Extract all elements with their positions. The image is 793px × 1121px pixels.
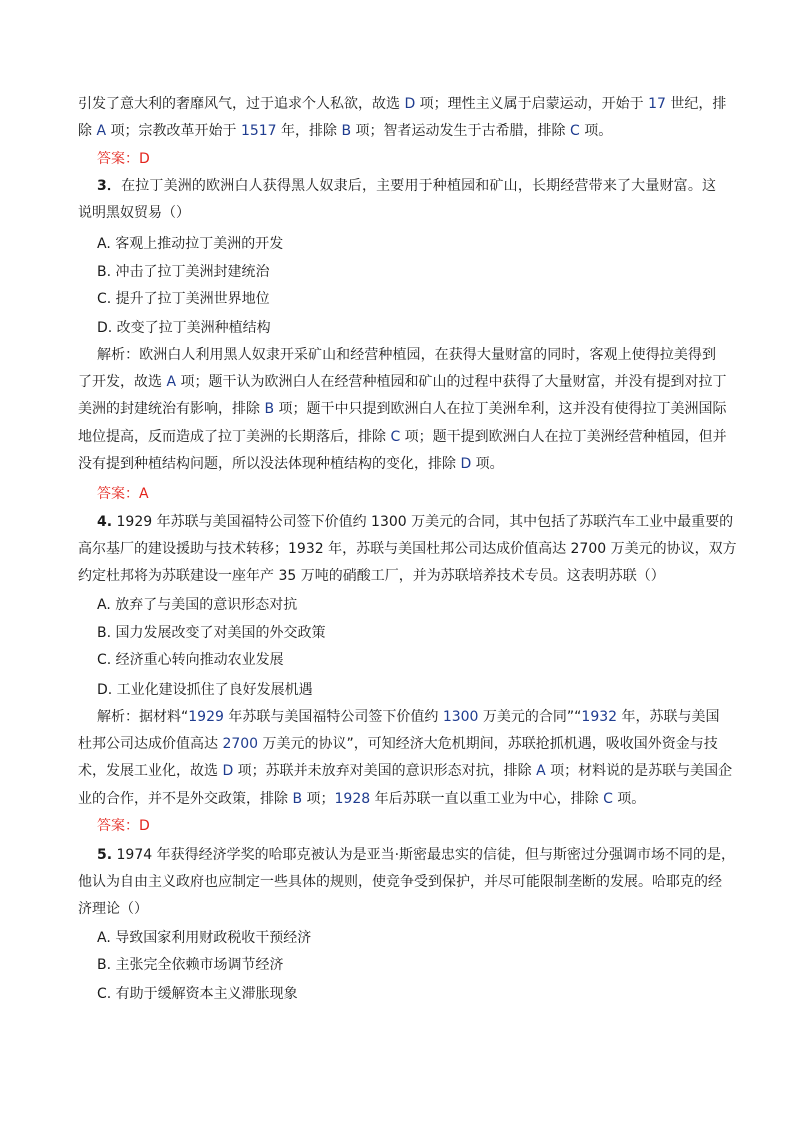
highlighted-term: C	[603, 791, 613, 807]
analysis-line: 解析：欧洲白人利用黑人奴隶开采矿山和经营种植园，在获得大量财富的同时，客观上使得拉美得到	[97, 347, 716, 363]
highlighted-term: D	[404, 96, 416, 112]
highlighted-term: A	[166, 374, 177, 390]
highlighted-term: D	[222, 763, 234, 779]
highlighted-term: A	[536, 763, 546, 779]
question-stem: 3．在拉丁美洲的欧洲白人获得黑人奴隶后，主要用于种植园和矿山，长期经营带来了大量财富。这	[97, 178, 717, 194]
analysis-line: 术，发展工业化，故选 D 项；苏联并未放弃对美国的意识形态对抗，排除 A 项；材料说的是苏联与美国企	[78, 763, 733, 779]
option-a: A. 客观上推动拉丁美洲的开发	[97, 236, 284, 252]
highlighted-term: C	[390, 429, 401, 445]
analysis-line: 美洲的封建统治有影响，排除 B 项；题干中只提到欧洲白人在拉丁美洲牟利，这并没有使得拉丁美洲国际	[78, 401, 727, 417]
analysis-line: 了开发，故选 A 项；题干认为欧洲白人在经营种植园和矿山的过程中获得了大量财富，并没有提到对拉丁	[78, 374, 727, 390]
question-stem: 高尔基厂的建设援助与技术转移；1932 年，苏联与美国杜邦公司达成价值高达 2700 万美元的协议，双方	[78, 541, 737, 557]
analysis-line: 业的合作，并不是外交政策，排除 B 项；1928 年后苏联一直以重工业为中心，排除 C 项。	[78, 791, 646, 807]
answer-line: 答案：A	[97, 486, 149, 502]
option-c: C. 有助于缓解资本主义滞胀现象	[97, 986, 298, 1002]
option-d: D. 改变了拉丁美洲种植结构	[97, 320, 271, 336]
highlighted-term: 2700	[222, 736, 259, 752]
question-stem: 济理论（）	[78, 901, 148, 917]
highlighted-term: B	[341, 123, 352, 139]
highlighted-term: C	[570, 123, 580, 139]
highlighted-term: 1929	[188, 709, 224, 725]
question-stem: 4. 1929 年苏联与美国福特公司签下价值约 1300 万美元的合同，其中包括了苏联汽车工业中最重要的	[97, 514, 734, 530]
option-c: C. 提升了拉丁美洲世界地位	[97, 291, 270, 307]
question-number: 3．	[97, 178, 122, 194]
option-a: A. 放弃了与美国的意识形态对抗	[97, 597, 298, 613]
highlighted-term: 1300	[442, 709, 479, 725]
highlighted-term: D	[460, 456, 472, 472]
question-number: 4.	[97, 514, 113, 530]
option-a: A. 导致国家利用财政税收干预经济	[97, 930, 312, 946]
highlighted-term: A	[96, 123, 107, 139]
answer-line: 答案：D	[97, 151, 150, 167]
question-number: 5.	[97, 847, 113, 863]
question-stem: 约定杜邦将为苏联建设一座年产 35 万吨的硝酸工厂，并为苏联培养技术专员。这表明苏联（）	[78, 568, 665, 584]
question-stem: 说明黑奴贸易（）	[78, 205, 190, 221]
highlighted-term: B	[264, 401, 275, 417]
highlighted-term: 1932	[581, 709, 618, 725]
question-stem: 他认为自由主义政府也应制定一些具体的规则，使竞争受到保护，并尽可能限制垄断的发展。哈耶克的经	[78, 874, 722, 890]
highlighted-term: B	[292, 791, 303, 807]
option-d: D. 工业化建设抓住了良好发展机遇	[97, 682, 313, 698]
highlighted-term: 1517	[240, 123, 277, 139]
option-b: B. 冲击了拉丁美洲封建统治	[97, 264, 270, 280]
answer-line: 答案：D	[97, 818, 150, 834]
option-c: C. 经济重心转向推动农业发展	[97, 652, 284, 668]
analysis-line: 地位提高，反而造成了拉丁美洲的长期落后，排除 C 项；题干提到欧洲白人在拉丁美洲经营种植园，但并	[78, 429, 727, 445]
highlighted-term: 17	[648, 96, 666, 112]
analysis-line: 除 A 项；宗教改革开始于 1517 年，排除 B 项；智者运动发生于古希腊，排除 C 项。	[78, 123, 613, 139]
analysis-line: 杜邦公司达成价值高达 2700 万美元的协议”，可知经济大危机期间，苏联抢抓机遇，吸收国外资金与技	[78, 736, 718, 752]
highlighted-term: 1928	[334, 791, 371, 807]
option-b: B. 国力发展改变了对美国的外交政策	[97, 625, 326, 641]
option-b: B. 主张完全依赖市场调节经济	[97, 957, 284, 973]
analysis-line: 解析：据材料“1929 年苏联与美国福特公司签下价值约 1300 万美元的合同”“1932 年，苏联与美国	[97, 709, 720, 725]
analysis-line: 没有提到种植结构问题，所以没法体现种植结构的变化，排除 D 项。	[78, 456, 504, 472]
analysis-line: 引发了意大利的奢靡风气，过于追求个人私欲，故选 D 项；理性主义属于启蒙运动，开始于 17 世纪，排	[78, 96, 727, 112]
question-stem: 5. 1974 年获得经济学奖的哈耶克被认为是亚当·斯密最忠实的信徒，但与斯密过分强调市场不同的是，	[97, 847, 736, 863]
